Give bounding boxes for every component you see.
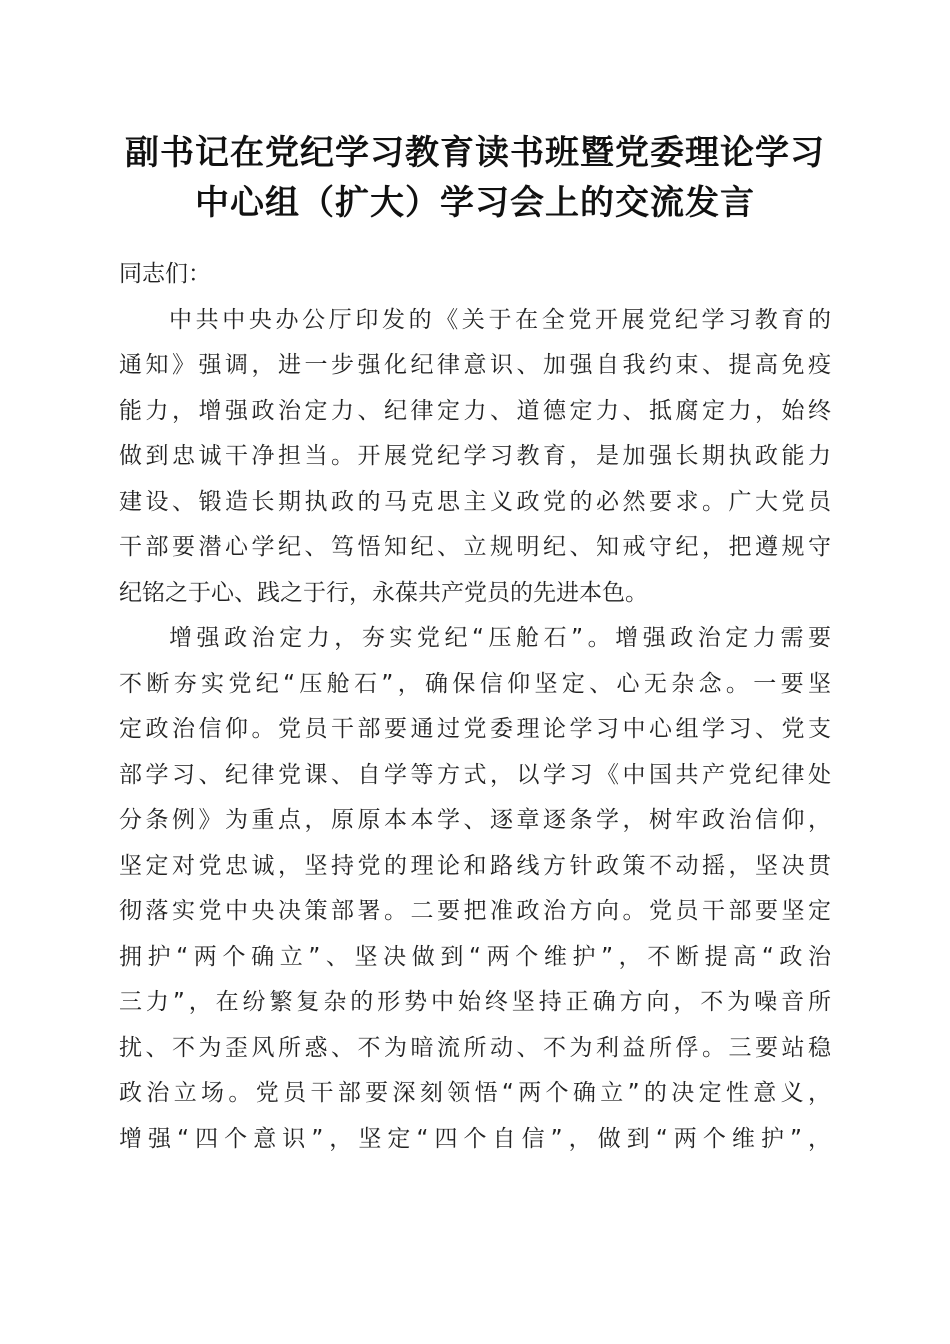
document-body (119, 252, 831, 1162)
document-title (80, 128, 870, 228)
paragraph-line: 拥护“两个确立”、坚决做到“两个维护”，不断提高“政治 (119, 943, 831, 970)
paragraph-line: 部学习、纪律党课、自学等方式，以学习《中国共产党纪律处 (119, 761, 831, 788)
paragraph-line: 定政治信仰。党员干部要通过党委理论学习中心组学习、党支 (119, 716, 831, 742)
paragraph-line: 不断夯实党纪“压舱石”，确保信仰坚定、心无杂念。一要坚 (119, 670, 831, 697)
paragraph-line: 增强“四个意识”，坚定“四个自信”，做到“两个维护”， (119, 1125, 831, 1152)
paragraph-line: 干部要潜心学纪、笃悟知纪、立规明纪、知戒守纪，把遵规守 (119, 534, 831, 560)
paragraph-line: 能力，增强政治定力、纪律定力、道德定力、抵腐定力，始终 (119, 397, 831, 424)
paragraph-line: 坚定对党忠诚，坚持党的理论和路线方针政策不动摇，坚决贯 (119, 852, 831, 879)
paragraph-line: 分条例》为重点，原原本本学、逐章逐条学，树牢政治信仰， (119, 807, 831, 833)
paragraph-line: 纪铭之于心、践之于行，永葆共产党员的先进本色。 (119, 579, 648, 606)
title-line-2: 中心组（扩大）学习会上的交流发言 (195, 183, 755, 223)
paragraph-line: 通知》强调，进一步强化纪律意识、加强自我约束、提高免疫 (119, 352, 831, 378)
paragraph-line: 中共中央办公厅印发的《关于在全党开展党纪学习教育的 (169, 306, 831, 333)
paragraph-1 (119, 298, 831, 617)
paragraph-2 (119, 616, 831, 1162)
paragraph-line: 政治立场。党员干部要深刻领悟“两个确立”的决定性意义， (119, 1080, 831, 1106)
paragraph-line: 建设、锻造长期执政的马克思主义政党的必然要求。广大党员 (119, 488, 831, 515)
paragraph-line: 彻落实党中央决策部署。二要把准政治方向。党员干部要坚定 (119, 898, 831, 924)
paragraph-line: 增强政治定力，夯实党纪“压舱石”。增强政治定力需要 (169, 625, 831, 651)
paragraph-line: 做到忠诚干净担当。开展党纪学习教育，是加强长期执政能力 (119, 443, 831, 469)
title-line-1: 副书记在党纪学习教育读书班暨党委理论学习 (125, 133, 825, 173)
paragraph-line: 三力”，在纷繁复杂的形势中始终坚持正确方向，不为噪音所 (119, 989, 831, 1015)
paragraph-line: 扰、不为歪风所惑、不为暗流所动、不为利益所俘。三要站稳 (119, 1034, 831, 1061)
greeting: 同志们： (119, 261, 211, 287)
